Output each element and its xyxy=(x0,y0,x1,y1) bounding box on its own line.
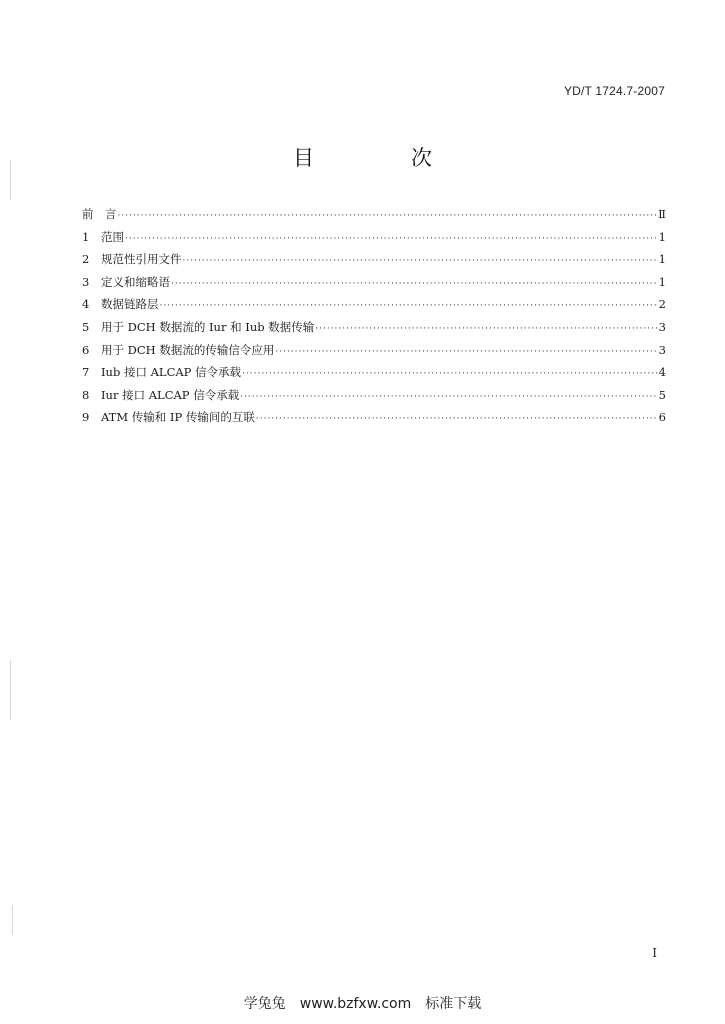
toc-entry-number: 8 xyxy=(82,387,90,402)
toc-entry-page: 5 xyxy=(658,387,666,402)
toc-entry-page: Ⅱ xyxy=(658,207,666,221)
scan-artifact xyxy=(10,660,11,720)
toc-entry-label: 用于 DCH 数据流的 Iur 和 Iub 数据传输 xyxy=(101,319,315,334)
toc-entry-page: 2 xyxy=(658,297,666,312)
toc-entry-page: 4 xyxy=(658,365,666,380)
toc-leader-dots xyxy=(118,205,658,228)
toc-entry-number: 3 xyxy=(82,274,90,289)
toc-entry-page: 3 xyxy=(658,342,666,357)
toc-entry-label: Iur 接口 ALCAP 信令承载 xyxy=(101,387,240,402)
toc-entry-4[interactable] xyxy=(82,293,666,316)
toc-entry-number: 6 xyxy=(82,342,90,357)
toc-entry-6[interactable] xyxy=(82,339,666,362)
toc-entry-number: 5 xyxy=(82,319,90,334)
toc-leader-dots xyxy=(171,273,657,296)
toc-entry-5[interactable] xyxy=(82,316,666,339)
toc-leader-dots xyxy=(125,228,657,251)
toc-entry-foreword[interactable] xyxy=(82,203,666,226)
toc-entry-label: 定义和缩略语 xyxy=(101,274,170,289)
standard-code: YD/T 1724.7-2007 xyxy=(563,84,665,98)
toc-entry-8[interactable] xyxy=(82,384,666,407)
toc-leader-dots xyxy=(240,386,657,409)
toc-entry-label: Iub 接口 ALCAP 信令承载 xyxy=(101,365,242,380)
toc-leader-dots xyxy=(183,250,658,273)
toc-entry-number: 4 xyxy=(82,297,90,312)
toc-entry-label: 前 言 xyxy=(82,207,117,221)
toc-entry-page: 6 xyxy=(658,410,666,425)
toc-leader-dots xyxy=(242,363,657,386)
toc-entry-label: 用于 DCH 数据流的传输信令应用 xyxy=(101,342,275,357)
toc-leader-dots xyxy=(315,318,657,341)
toc-entry-number: 9 xyxy=(82,410,90,425)
toc-entry-1[interactable] xyxy=(82,226,666,249)
toc-entry-9[interactable] xyxy=(82,406,666,429)
page-number: I xyxy=(652,946,657,960)
toc-entry-label: 数据链路层 xyxy=(101,297,159,312)
toc-leader-dots xyxy=(160,295,658,318)
toc-entry-3[interactable] xyxy=(82,271,666,294)
toc-entry-label: ATM 传输和 IP 传输间的互联 xyxy=(101,410,255,425)
toc-entry-number: 2 xyxy=(82,252,90,267)
toc-entry-number: 7 xyxy=(82,365,90,380)
table-of-contents xyxy=(82,203,666,429)
page-title: 目 次 xyxy=(293,146,470,170)
toc-entry-page: 1 xyxy=(658,229,666,244)
scan-artifact xyxy=(10,160,11,200)
footer-watermark-text: 学兔兔 www.bzfxw.com 标准下载 xyxy=(243,996,482,1012)
toc-entry-number: 1 xyxy=(82,229,90,244)
toc-entry-label: 范围 xyxy=(101,229,124,244)
toc-entry-label: 规范性引用文件 xyxy=(101,252,182,267)
toc-entry-page: 1 xyxy=(658,252,666,267)
toc-entry-2[interactable] xyxy=(82,248,666,271)
scan-artifact xyxy=(12,905,13,935)
toc-entry-page: 3 xyxy=(658,319,666,334)
toc-entry-page: 1 xyxy=(658,274,666,289)
toc-entry-7[interactable] xyxy=(82,361,666,384)
toc-leader-dots xyxy=(275,341,657,364)
toc-leader-dots xyxy=(256,408,657,431)
